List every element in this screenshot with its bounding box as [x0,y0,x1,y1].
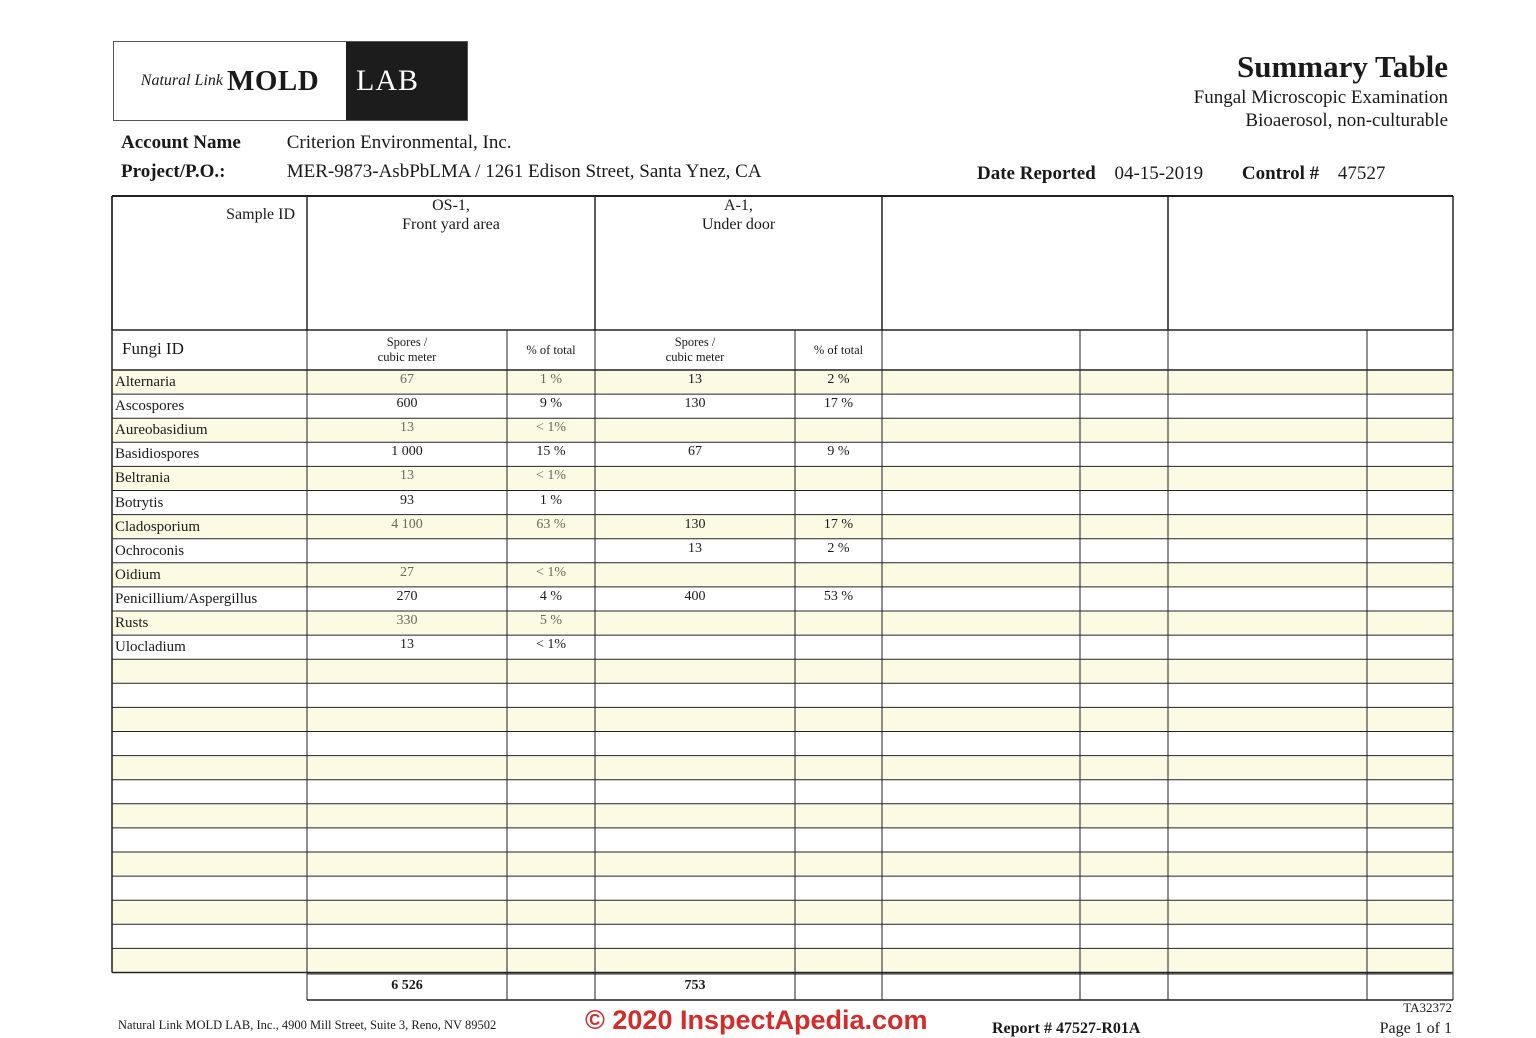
spores-value: 600 [396,396,418,412]
sample-name-line-1: A-1, [724,197,753,214]
date-reported-value: 04-15-2019 [1114,163,1204,184]
percent-value: 17 % [823,396,854,412]
spores-value: 27 [400,564,414,580]
row-stripe [112,708,1453,730]
percent-total-label: % of total [813,343,864,357]
fungus-name: Botrytis [115,494,164,511]
spores-value: 130 [684,516,706,532]
spores-value: 4 100 [391,516,423,532]
control-value: 47527 [1337,163,1386,184]
footer-address: Natural Link MOLD LAB, Inc., 4900 Mill Street, Suite 3, Reno, NV 89502 [118,1018,497,1032]
percent-value: 53 % [823,588,854,604]
spores-value: 13 [688,540,702,556]
spores-value: 67 [688,444,702,460]
spores-label-line-2: cubic meter [377,350,437,364]
project-label: Project/P.O.: [121,161,226,182]
fungus-name: Cladosporium [115,518,200,535]
percent-value: 9 % [539,396,563,412]
percent-value: 4 % [539,588,563,604]
sample-name-line-1: OS-1, [432,197,470,214]
percent-value: 2 % [827,540,850,556]
spores-value: 130 [684,396,706,412]
sample-location: Under door [701,216,776,233]
spores-value: 270 [396,588,418,604]
fungus-name: Oidium [115,566,161,583]
total-value: 753 [684,978,706,993]
fungus-name: Beltrania [115,470,170,487]
spores-value: 400 [684,588,706,604]
project-value: MER-9873-AsbPbLMA / 1261 Edison Street, Santa Ynez, CA [286,161,762,182]
copyright-watermark: © 2020 InspectApedia.com [585,1005,928,1035]
percent-value: 1 % [539,492,563,508]
spores-value: 13 [400,468,414,484]
row-stripe [112,901,1453,923]
fungus-name: Ulocladium [115,639,186,656]
percent-value: 1 % [539,372,563,387]
logo-lab: LAB [356,64,419,97]
sample-id-label: Sample ID [226,206,295,223]
fungus-name: Alternaria [115,374,176,390]
percent-value: < 1% [535,564,567,580]
percent-value: < 1% [535,420,567,436]
percent-value: 63 % [536,516,566,532]
title-line-2: Bioaerosol, non-culturable [1245,110,1448,131]
logo-prefix: Natural Link [140,72,223,89]
fungus-name: Aureobasidium [115,422,208,439]
percent-value: 17 % [823,516,854,532]
spores-value: 67 [400,372,414,387]
page-number: Page 1 of 1 [1379,1020,1452,1037]
account-label: Account Name [121,132,241,153]
spores-label-line-1: Spores / [386,335,428,349]
control-label: Control # [1241,163,1320,184]
page-title: Summary Table [1236,49,1448,84]
total-value: 6 526 [391,978,423,993]
sample-location: Front yard area [402,216,500,233]
percent-total-label: % of total [526,343,576,357]
date-reported-label: Date Reported [977,163,1096,184]
footer-ta-code: TA32372 [1403,1000,1452,1015]
row-stripe [112,949,1453,971]
row-stripe [112,757,1453,779]
spores-value: 93 [400,492,414,508]
spores-value: 13 [400,420,414,436]
row-stripe [112,805,1453,827]
fungus-name: Ochroconis [115,542,185,559]
percent-value: 9 % [827,444,850,460]
percent-value: 15 % [536,444,566,460]
percent-value: 2 % [827,372,850,387]
percent-value: 5 % [539,613,563,628]
title-line-1: Fungal Microscopic Examination [1193,87,1448,108]
spores-value: 13 [688,372,702,387]
fungus-name: Penicillium/Aspergillus [115,590,258,607]
spores-value: 13 [400,637,414,653]
percent-value: < 1% [535,468,567,484]
logo-mold: MOLD [227,64,320,97]
fungi-id-label: Fungi ID [122,339,184,358]
row-stripe [112,660,1453,682]
row-stripe [112,853,1453,875]
fungus-name: Ascospores [115,398,185,415]
spores-value: 1 000 [391,444,423,460]
spores-label-line-1: Spores / [674,335,716,349]
account-value: Criterion Environmental, Inc. [286,132,512,153]
report-number: Report # 47527-R01A [992,1020,1141,1037]
spores-value: 330 [396,613,418,628]
fungus-name: Rusts [115,615,149,631]
spores-label-line-2: cubic meter [665,350,725,364]
fungus-name: Basidiospores [115,446,200,463]
percent-value: < 1% [535,637,567,653]
